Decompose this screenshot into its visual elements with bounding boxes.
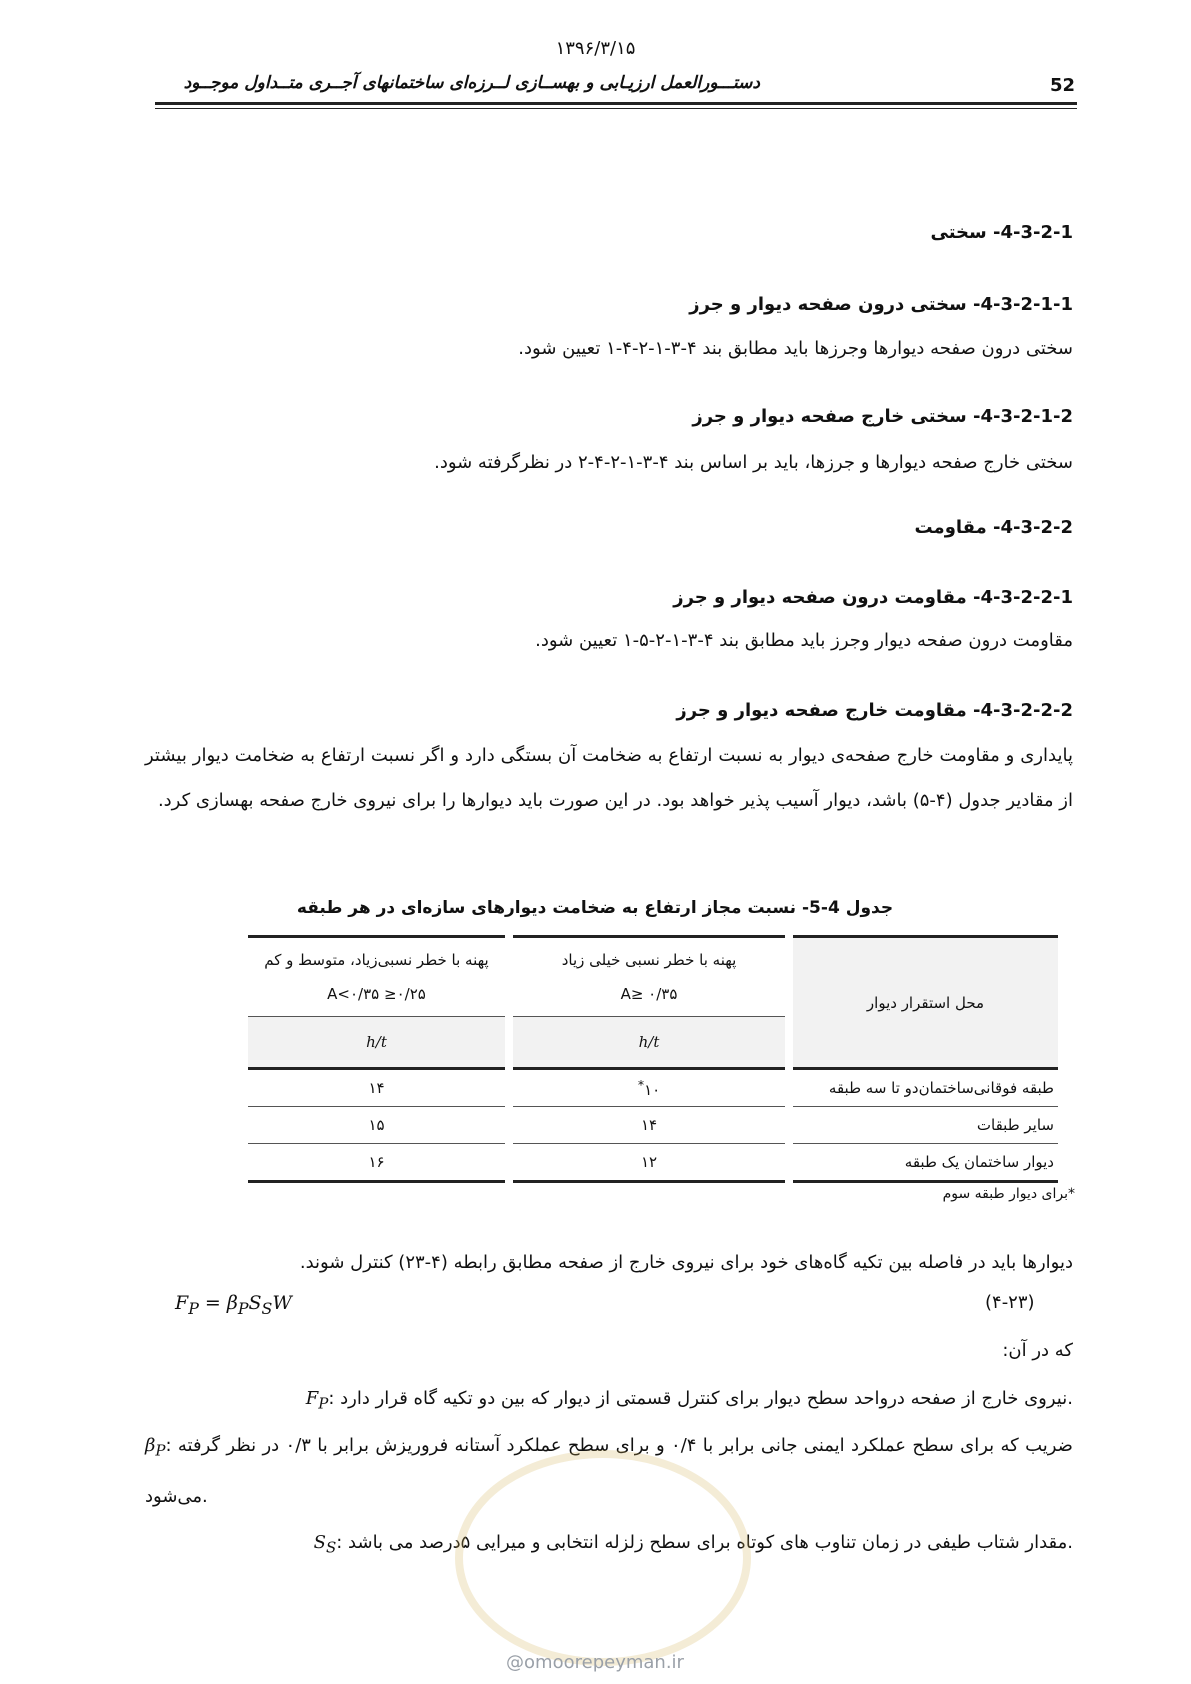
- equation-number: (۴-۲۳): [985, 1292, 1035, 1313]
- header-high-risk-title: پهنه با خطر نسبی خیلی زیاد: [561, 951, 737, 969]
- table-caption: جدول 4-5- نسبت مجاز ارتفاع به ضخامت دیوارهای سازه‌ای در هر طبقه: [296, 898, 894, 918]
- watermark-seal: [455, 1450, 751, 1666]
- header-high-risk: [509, 937, 789, 1017]
- running-title: دستـــورالعمل ارزیـابی و بهســازی لــرزه‌ای ساختمانهای آجــری متــداول موجــود: [183, 73, 760, 93]
- row-mid-value: ۱۴: [248, 1069, 509, 1107]
- table-row: [248, 1069, 1058, 1107]
- row-location: طبقه فوقانی‌ساختمان‌دو تا سه طبقه: [789, 1069, 1058, 1107]
- page-number: 52: [1050, 75, 1076, 96]
- header-mid-risk-title: پهنه با خطر نسبی‌زیاد، متوسط و کم: [264, 951, 489, 969]
- definition-ss: $S_S$: مقدار شتاب طیفی در زمان تناوب های کوتاه برای سطح زلزله انتخابی و میرایی ۵درصد می باشد.: [313, 1532, 1073, 1557]
- table-footnote: *برای دیوار طبقه سوم: [942, 1186, 1075, 1202]
- row-location: دیوار ساختمان یک طبقه: [789, 1144, 1058, 1182]
- document-date: ۱۳۹۶/۳/۱۵: [555, 38, 636, 59]
- header-rule-thin: [155, 108, 1077, 109]
- section-strength-title: 4-3-2-2- مقاومت: [914, 517, 1073, 538]
- section-outplane-strength-title: 4-3-2-2-2- مقاومت خارج صفحه دیوار و جرز: [676, 700, 1073, 721]
- header-ht-high: h/t: [509, 1017, 789, 1069]
- section-outplane-stiffness-title: 4-3-2-1-2- سختی خارج صفحه دیوار و جرز: [692, 406, 1073, 427]
- row-mid-value: ۱۶: [248, 1144, 509, 1182]
- table-row: [248, 1144, 1058, 1182]
- ratio-table: [248, 935, 1058, 1183]
- header-mid-risk: [248, 937, 509, 1017]
- section-stiffness-title: 4-3-2-1- سختی: [930, 222, 1073, 243]
- header-mid-risk-range: ۰/۲۵≤ A<۰/۳۵: [327, 985, 426, 1003]
- equation-where: که در آن:: [1002, 1340, 1073, 1361]
- section-outplane-stiffness-text: سختی خارج صفحه دیوارها و جرزها، باید بر اساس بند ۴-۳-۱-۲-۴-۲ در نظرگرفته شود.: [434, 452, 1073, 473]
- row-high-value: ۱۲: [509, 1144, 789, 1182]
- definition-betap: $\beta_P$: ضریب که برای سطح عملکرد ایمنی جانی برابر با ۰/۴ و برای سطح عملکرد آستانه فروریزش برابر با ۰/۳ در نظر گرفته می‌شود.: [145, 1435, 1073, 1507]
- symbol-betap: $\beta_P$: [145, 1435, 166, 1460]
- row-high-value: ۱۰*: [509, 1069, 789, 1107]
- table-row: [248, 1107, 1058, 1144]
- header-ht-mid: h/t: [248, 1017, 509, 1069]
- section-inplane-strength-title: 4-3-2-2-1- مقاومت درون صفحه دیوار و جرز: [673, 587, 1073, 608]
- section-inplane-stiffness-title: 4-3-2-1-1- سختی درون صفحه دیوار و جرز: [689, 294, 1073, 315]
- equation-intro: دیوارها باید در فاصله بین تکیه گاه‌های خود برای نیروی خارج از صفحه مطابق رابطه (۴-۲۳) کنترل شوند.: [299, 1252, 1073, 1273]
- row-location: سایر طبقات: [789, 1107, 1058, 1144]
- row-high-value: ۱۴: [509, 1107, 789, 1144]
- section-inplane-stiffness-text: سختی درون صفحه دیوارها وجرزها باید مطابق بند ۴-۳-۱-۲-۴-۱ تعیین شود.: [518, 338, 1073, 359]
- definition-fp: $F_P$: نیروی خارج از صفحه درواحد سطح دیوار برای کنترل قسمتی از دیوار که بین دو تکیه گاه قرار دارد.: [305, 1388, 1073, 1413]
- header-rule-thick: [155, 102, 1077, 105]
- section-inplane-strength-text: مقاومت درون صفحه دیوار وجرز باید مطابق بند ۴-۳-۱-۲-۵-۱ تعیین شود.: [535, 630, 1073, 651]
- row-mid-value: ۱۵: [248, 1107, 509, 1144]
- equation-formula: $F_P = \beta_PS_SW$: [175, 1292, 292, 1318]
- header-high-risk-range: A≥ ۰/۳۵: [620, 985, 678, 1003]
- symbol-fp: $F_P$: [305, 1388, 329, 1413]
- section-outplane-strength-text: پایداری و مقاومت خارج صفحه‌ی دیوار به نسبت ارتفاع به ضخامت آن بستگی دارد و اگر نسبت ارتفاع به ضخامت دیوار بیشتر از مقادیر جدول (۴-۵) باشد، دیوار آسیب پذیر خواهد بود. در این صورت باید دیوارها را برای نیروی خارج صفحه بهسازی کرد.: [145, 745, 1073, 811]
- footnote-mark: *: [637, 1077, 645, 1092]
- symbol-ss: $S_S$: [313, 1532, 337, 1557]
- watermark-text: @omoorepeyman.ir: [506, 1652, 684, 1673]
- header-location: محل استقرار دیوار: [789, 937, 1058, 1069]
